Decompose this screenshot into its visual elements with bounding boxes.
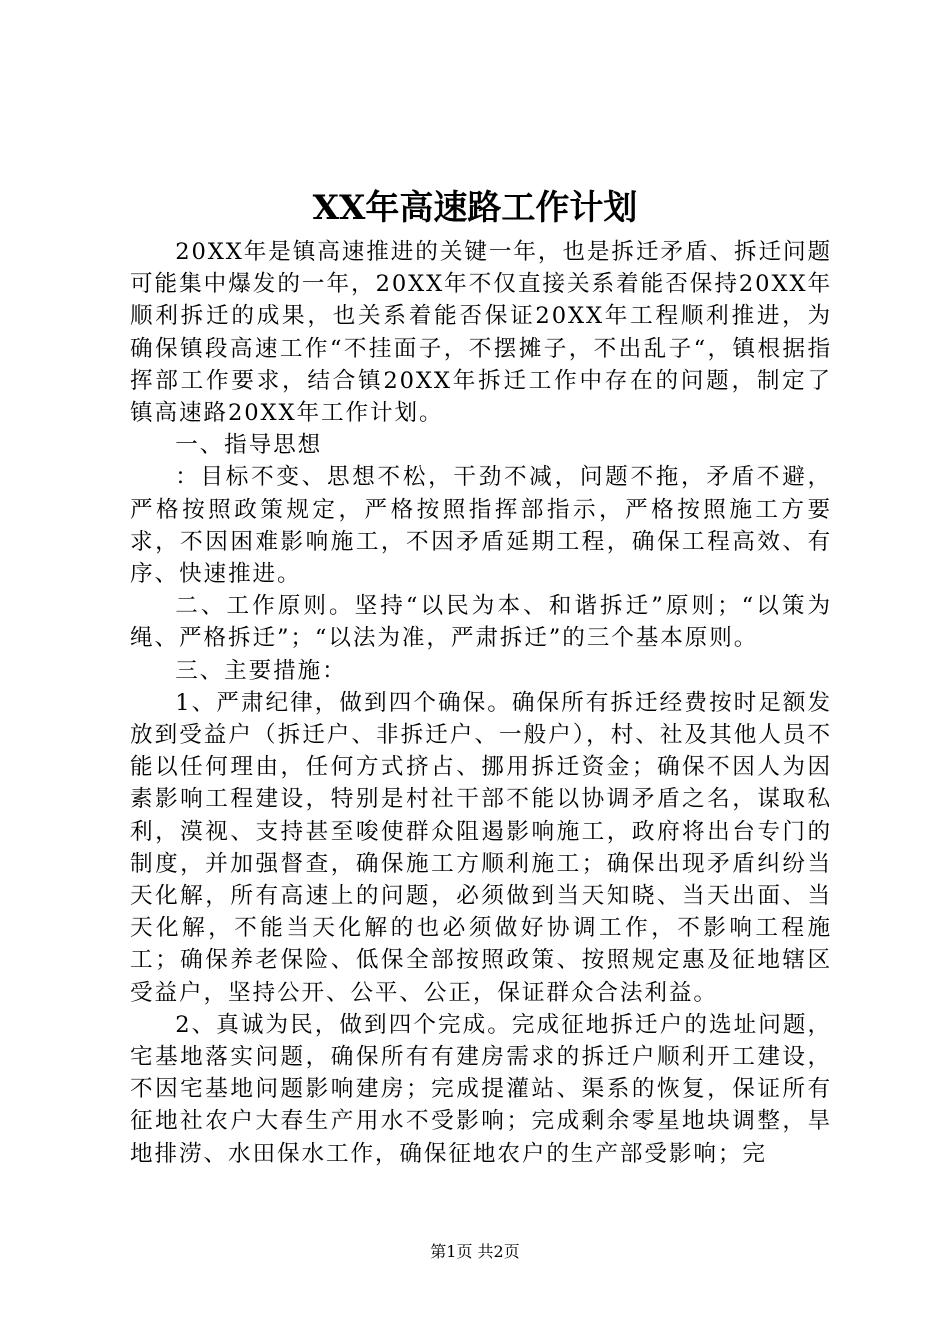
paragraph-measure-2: 2、真诚为民，做到四个完成。完成征地拆迁户的选址问题，宅基地落实问题，确保所有有建房需求的拆迁户顺利开工建设，不因宅基地问题影响建房；完成提灌站、渠系的恢复，保证所有征地社农户大春生产用水不受影响；完成剩余零星地块调整，旱地排涝、水田保水工作，确保征地农户的生产部受影响；完 xyxy=(130,1011,832,1167)
page-number-footer: 第1页 共2页 xyxy=(430,1242,520,1261)
heading-main-measures: 三、主要措施： xyxy=(175,657,347,684)
document-body xyxy=(130,236,832,1170)
heading-guiding-thought: 一、指导思想 xyxy=(175,432,323,459)
paragraph-work-principles: 二、工作原则。坚持“以民为本、和谐拆迁”原则；“以策为绳、严格拆迁”；“以法为准，严肃拆迁”的三个基本原则。 xyxy=(130,593,832,652)
paragraph-measure-1: 1、严肃纪律，做到四个确保。确保所有拆迁经费按时足额发放到受益户（拆迁户、非拆迁户、一般户），村、社及其他人员不能以任何理由，任何方式挤占、挪用拆迁资金；确保不因人为因素影响工程建设，特别是村社干部不能以协调矛盾之名，谋取私利，漠视、支持甚至唆使群众阻遏影响施工，政府将出台专门的制度，并加强督查，确保施工方顺利施工；确保出现矛盾纠纷当天化解，所有高速上的问题，必须做到当天知晓、当天出面、当天化解，不能当天化解的也必须做好协调工作，不影响工程施工；确保养老保险、低保全部按照政策、按照规定惠及征地辖区受益户，坚持公开、公平、公正，保证群众合法利益。 xyxy=(130,689,832,1006)
paragraph-guiding-thought: ：目标不变、思想不松，干劲不减，问题不拖，矛盾不避，严格按照政策规定，严格按照指挥部指示，严格按照施工方要求，不因困难影响施工，不因矛盾延期工程，确保工程高效、有序、快速推进。 xyxy=(130,464,832,588)
paragraph-intro: 20XX年是镇高速推进的关键一年，也是拆迁矛盾、拆迁问题可能集中爆发的一年，20XX年不仅直接关系着能否保持20XX年顺利拆迁的成果，也关系着能否保证20XX年工程顺利推进，为确保镇段高速工作“不挂面子，不摆摊子，不出乱子“，镇根据指挥部工作要求，结合镇20XX年拆迁工作中存在的问题，制定了镇高速路20XX年工作计划。 xyxy=(130,239,832,427)
document-title: XX年高速路工作计划 xyxy=(312,188,638,228)
